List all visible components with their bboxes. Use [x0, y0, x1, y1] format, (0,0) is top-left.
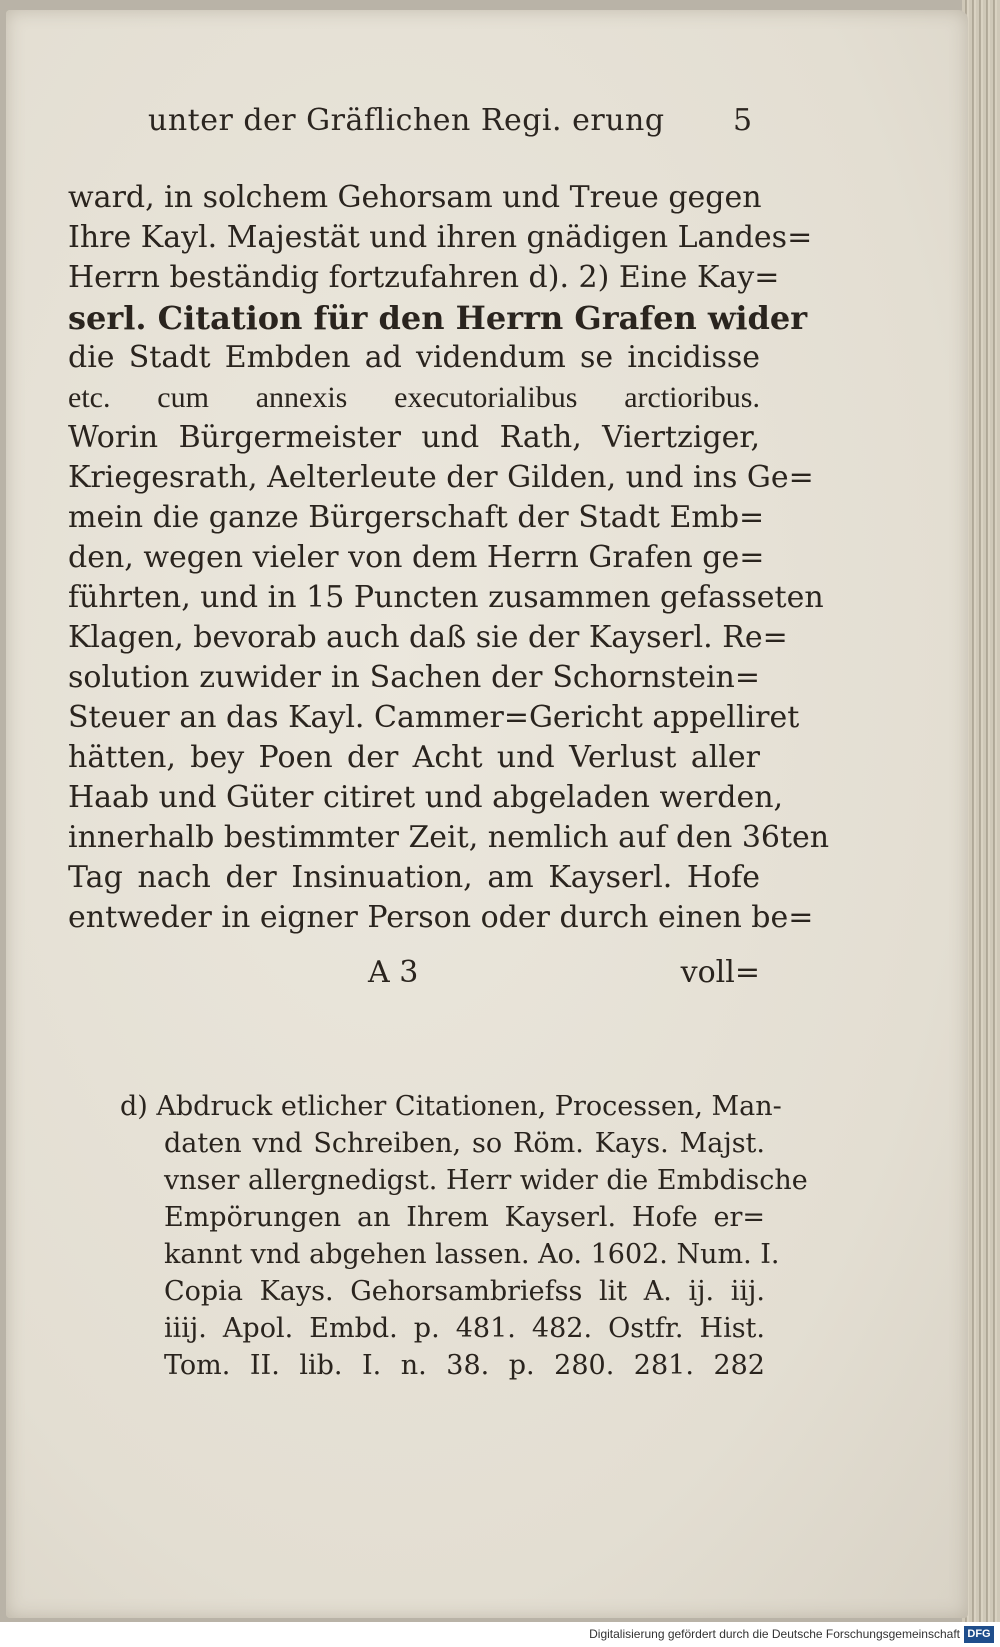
text-line: Kriegesrath, Aelterleute der Gilden, und ins Ge= — [68, 460, 814, 495]
footnote-line: iiij. Apol. Embd. p. 481. 482. Ostfr. Hist. — [164, 1313, 765, 1344]
text-line: serl. Citation für den Herrn Grafen wider — [68, 299, 808, 337]
text-line: ward, in solchem Gehorsam und Treue gegen — [68, 180, 762, 215]
text-line: Klagen, bevorab auch daß sie der Kayserl. Re= — [68, 620, 788, 655]
signature-row — [68, 955, 760, 995]
text-line: Ihre Kayl. Majestät und ihren gnädigen Landes= — [68, 220, 813, 255]
text-line: den, wegen vieler von dem Herrn Grafen ge= — [68, 540, 765, 575]
catchword: voll= — [680, 955, 760, 990]
main-text — [68, 178, 830, 938]
text-line: entweder in eigner Person oder durch einen be= — [68, 900, 814, 935]
footnote-line: daten vnd Schreiben, so Röm. Kays. Majst. — [164, 1128, 765, 1159]
footnote — [120, 1088, 808, 1384]
text-line: etc. cum annexis executorialibus arctioribus. — [68, 381, 760, 414]
page-number: 5 — [733, 103, 753, 138]
footnote-line: Tom. II. lib. I. n. 38. p. 280. 281. 282 — [164, 1350, 765, 1381]
text-line: Worin Bürgermeister und Rath, Viertziger, — [68, 420, 760, 455]
text-line: Haab und Güter citiret und abgeladen werden, — [68, 780, 784, 815]
footer-bar — [0, 1622, 1000, 1647]
dfg-logo: DFG — [964, 1626, 994, 1643]
text-line: führten, und in 15 Puncten zusammen gefasseten — [68, 580, 824, 615]
footnote-line: d) Abdruck etlicher Citationen, Processen, Man- — [120, 1091, 782, 1122]
footnote-line: vnser allergnedigst. Herr wider die Embdische — [164, 1165, 808, 1196]
footnote-line: Copia Kays. Gehorsambriefss lit A. ij. iij. — [164, 1276, 765, 1307]
text-line: solution zuwider in Sachen der Schornstein= — [68, 660, 760, 695]
text-line: Herrn beständig fortzufahren d). 2) Eine Kay= — [68, 260, 780, 295]
text-line: innerhalb bestimmter Zeit, nemlich auf den 36ten — [68, 820, 830, 855]
page-header — [148, 103, 753, 147]
funding-credit: Digitalisierung gefördert durch die Deutsche Forschungsgemeinschaft — [589, 1627, 960, 1641]
text-line: Steuer an das Kayl. Cammer=Gericht appelliret — [68, 700, 800, 735]
footnote-line: kannt vnd abgehen lassen. Ao. 1602. Num. I. — [164, 1239, 780, 1270]
text-line: die Stadt Embden ad videndum se incidisse — [68, 340, 760, 375]
text-line: mein die ganze Bürgerschaft der Stadt Emb= — [68, 500, 765, 535]
signature-mark: A 3 — [368, 955, 419, 990]
text-line: hätten, bey Poen der Acht und Verlust aller — [68, 740, 760, 775]
footnote-line: Empörungen an Ihrem Kayserl. Hofe er= — [164, 1202, 765, 1233]
running-title: unter der Gräflichen Regi. erung — [148, 103, 665, 138]
show-through-bleed — [90, 1000, 770, 1100]
text-line: Tag nach der Insinuation, am Kayserl. Hofe — [68, 860, 760, 895]
